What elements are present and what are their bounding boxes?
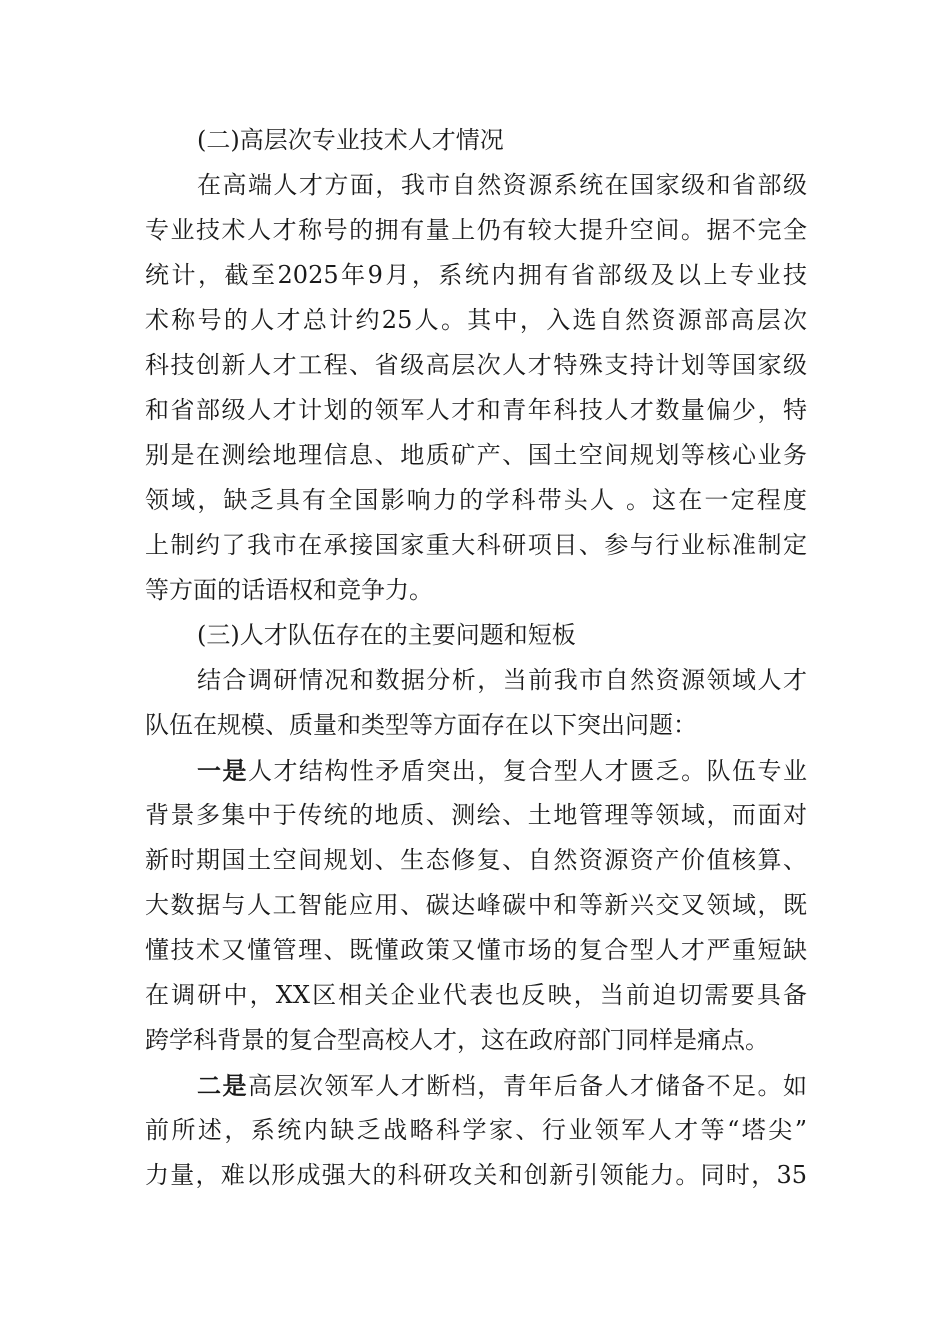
text-line xyxy=(145,748,807,793)
paragraph-point-1 xyxy=(145,748,807,1063)
text-line: 上制约了我市在承接国家重大科研项目、参与行业标准制定 xyxy=(145,531,807,559)
text-line: 和省部级人才计划的领军人才和青年科技人才数量偏少，特 xyxy=(145,396,807,424)
point-text: 高层次领军人才断档，青年后备人才储备不足。如 xyxy=(247,1072,808,1100)
text-line: 结合调研情况和数据分析，当前我市自然资源领域人才 xyxy=(197,666,807,694)
section-heading-3: (三)人才队伍存在的主要问题和短板 xyxy=(197,621,576,649)
paragraph-point-2 xyxy=(145,1063,807,1198)
text-line: 术称号的人才总计约25人。其中，入选自然资源部高层次 xyxy=(145,306,807,334)
point-lead-2: 二是 xyxy=(197,1071,248,1100)
document-page xyxy=(145,118,807,1198)
text-line: 科技创新人才工程、省级高层次人才特殊支持计划等国家级 xyxy=(145,351,807,379)
paragraph-high-end-talent xyxy=(145,163,807,613)
point-text: 人才结构性矛盾突出，复合型人才匮乏。队伍专业 xyxy=(247,757,808,785)
text-line: 懂技术又懂管理、既懂政策又懂市场的复合型人才严重短缺 xyxy=(145,936,807,964)
text-line: 队伍在规模、质量和类型等方面存在以下突出问题： xyxy=(145,711,697,739)
text-line: 背景多集中于传统的地质、测绘、土地管理等领域，而面对 xyxy=(145,801,807,829)
text-line xyxy=(145,1063,807,1108)
text-line: 新时期国土空间规划、生态修复、自然资源资产价值核算、 xyxy=(145,846,807,874)
text-line: 别是在测绘地理信息、地质矿产、国土空间规划等核心业务 xyxy=(145,441,807,469)
point-lead-1: 一是 xyxy=(197,756,248,785)
text-line: 在调研中，XX区相关企业代表也反映，当前迫切需要具备 xyxy=(145,981,807,1009)
text-line: 统计，截至2025年9月，系统内拥有省部级及以上专业技 xyxy=(145,261,807,289)
text-line: 力量，难以形成强大的科研攻关和创新引领能力。同时，35 xyxy=(145,1161,807,1189)
text-line: 专业技术人才称号的拥有量上仍有较大提升空间。据不完全 xyxy=(145,216,807,244)
text-line: 领域，缺乏具有全国影响力的学科带头人 。这在一定程度 xyxy=(145,486,807,514)
paragraph-intro xyxy=(145,658,807,748)
text-line: 大数据与人工智能应用、碳达峰碳中和等新兴交叉领域，既 xyxy=(145,891,807,919)
text-line: 跨学科背景的复合型高校人才，这在政府部门同样是痛点。 xyxy=(145,1026,769,1054)
text-line: 在高端人才方面，我市自然资源系统在国家级和省部级 xyxy=(197,171,807,199)
text-line: 等方面的话语权和竞争力。 xyxy=(145,576,433,604)
text-line: 前所述，系统内缺乏战略科学家、行业领军人才等“塔尖” xyxy=(145,1116,807,1144)
section-heading-2: (二)高层次专业技术人才情况 xyxy=(197,126,504,154)
